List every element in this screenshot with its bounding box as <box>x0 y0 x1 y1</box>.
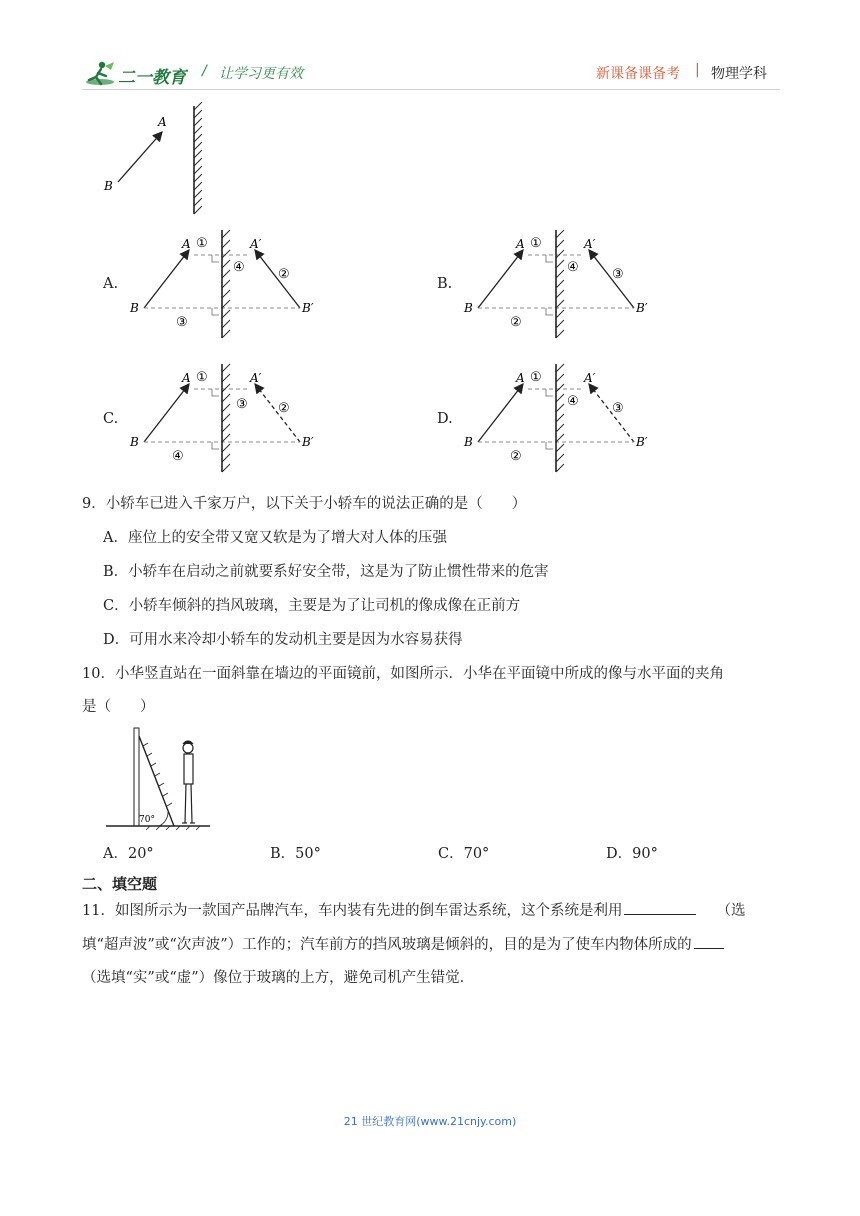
option-a-point-b-image: B′ <box>302 301 314 315</box>
option-c-mark-3: ② <box>278 401 290 416</box>
q9-stem: 9．小轿车已进入千家万户，以下关于小轿车的说法正确的是（ ） <box>82 496 527 512</box>
q11-line1 <box>82 900 745 921</box>
option-a-point-b: B <box>130 301 139 315</box>
option-a-point-a: A <box>182 237 191 251</box>
option-d-mark-4: ② <box>510 449 522 464</box>
logo-text: 二一教育 <box>118 68 186 88</box>
option-c-mark-4: ④ <box>172 449 184 464</box>
option-c-mark-2: ③ <box>236 397 248 412</box>
footer-text: 21 世纪教育网(www.21cnjy.com) <box>343 1115 517 1128</box>
header-right-secondary: 物理学科 <box>711 66 767 82</box>
option-b-point-b: B <box>464 301 473 315</box>
q10-option-d[interactable]: D．90° <box>606 846 658 862</box>
q11-line1-end: （选 <box>716 903 746 919</box>
option-d-point-b: B <box>464 435 473 449</box>
option-a-mark-4: ③ <box>176 315 188 330</box>
option-c-mark-1: ① <box>196 370 208 385</box>
q10-stem-line1: 10．小华竖直站在一面斜靠在墙边的平面镜前，如图所示．小华在平面镜中所成的像与水平面的夹角 <box>82 666 724 682</box>
q9-option-d[interactable]: D．可用水来冷却小轿车的发动机主要是因为水容易获得 <box>103 632 463 648</box>
option-b-point-a: A <box>516 237 525 251</box>
option-a-mark-3: ② <box>278 267 290 282</box>
option-d-mark-3: ③ <box>612 401 624 416</box>
option-a-mark-1: ① <box>196 236 208 251</box>
q10-figure <box>104 726 212 830</box>
option-b-point-a-image: A′ <box>584 237 596 251</box>
option-c-point-a-image: A′ <box>250 371 262 385</box>
q8-option-a-label[interactable]: A. <box>103 276 119 292</box>
section-title: 二、填空题 <box>82 875 158 893</box>
q10-stem-line2: 是（ ） <box>82 699 155 715</box>
header-divider <box>82 89 780 90</box>
option-c-point-a: A <box>182 371 191 385</box>
q11-line2-text: 填“超声波”或“次声波”）工作的；汽车前方的挡风玻璃是倾斜的，目的是为了使车内物体所成的 <box>82 937 692 953</box>
q9-option-a[interactable]: A．座位上的安全带又宽又软是为了增大对人体的压强 <box>103 530 447 546</box>
option-d-point-a-image: A′ <box>584 371 596 385</box>
q11-line1-text: 11．如图所示为一款国产品牌汽车，车内装有先进的倒车雷达系统，这个系统是利用 <box>82 903 623 919</box>
q8-option-a-figure[interactable] <box>126 228 326 340</box>
q9-option-b[interactable]: B．小轿车在启动之前就要系好安全带，这是为了防止惯性带来的危害 <box>103 564 549 580</box>
q8-option-c-label[interactable]: C. <box>103 411 119 427</box>
slogan: 让学习更有效 <box>219 66 303 82</box>
q10-option-c[interactable]: C．70° <box>438 846 490 862</box>
option-b-mark-1: ① <box>530 236 542 251</box>
q11-blank-1[interactable] <box>624 900 696 915</box>
q8-option-b-label[interactable]: B. <box>437 276 453 292</box>
person-icon <box>182 741 195 823</box>
q8-option-b-figure[interactable] <box>460 228 660 340</box>
q11-blank-2[interactable] <box>694 934 724 949</box>
option-d-mark-2: ④ <box>567 394 579 409</box>
option-a-mark-2: ④ <box>233 260 245 275</box>
q10-angle-label: 70° <box>139 815 155 825</box>
q8-main-figure <box>96 102 226 218</box>
point-b-label: B <box>104 179 113 193</box>
option-b-mark-2: ④ <box>567 260 579 275</box>
point-a-label: A <box>158 115 167 129</box>
option-b-point-b-image: B′ <box>636 301 648 315</box>
option-c-point-b-image: B′ <box>302 435 314 449</box>
option-d-point-b-image: B′ <box>636 435 648 449</box>
q8-option-d-figure[interactable] <box>460 362 660 474</box>
q8-option-c-figure[interactable] <box>126 362 326 474</box>
option-a-point-a-image: A′ <box>250 237 262 251</box>
q8-option-d-label[interactable]: D. <box>437 411 453 427</box>
header-separator: | <box>695 62 700 78</box>
option-c-point-b: B <box>130 435 139 449</box>
q10-option-a[interactable]: A．20° <box>103 846 154 862</box>
q10-option-b[interactable]: B．50° <box>270 846 321 862</box>
q9-option-c[interactable]: C．小轿车倾斜的挡风玻璃，主要是为了让司机的像成像在正前方 <box>103 598 521 614</box>
q11-line3: （选填“实”或“虚”）像位于玻璃的上方，避免司机产生错觉． <box>82 970 475 986</box>
q11-line2 <box>82 934 724 955</box>
header-right-primary: 新课备课备考 <box>596 66 680 82</box>
option-d-point-a: A <box>516 371 525 385</box>
option-b-mark-3: ③ <box>612 267 624 282</box>
option-b-mark-4: ② <box>510 315 522 330</box>
option-d-mark-1: ① <box>530 370 542 385</box>
slogan-slash: / <box>202 63 207 79</box>
